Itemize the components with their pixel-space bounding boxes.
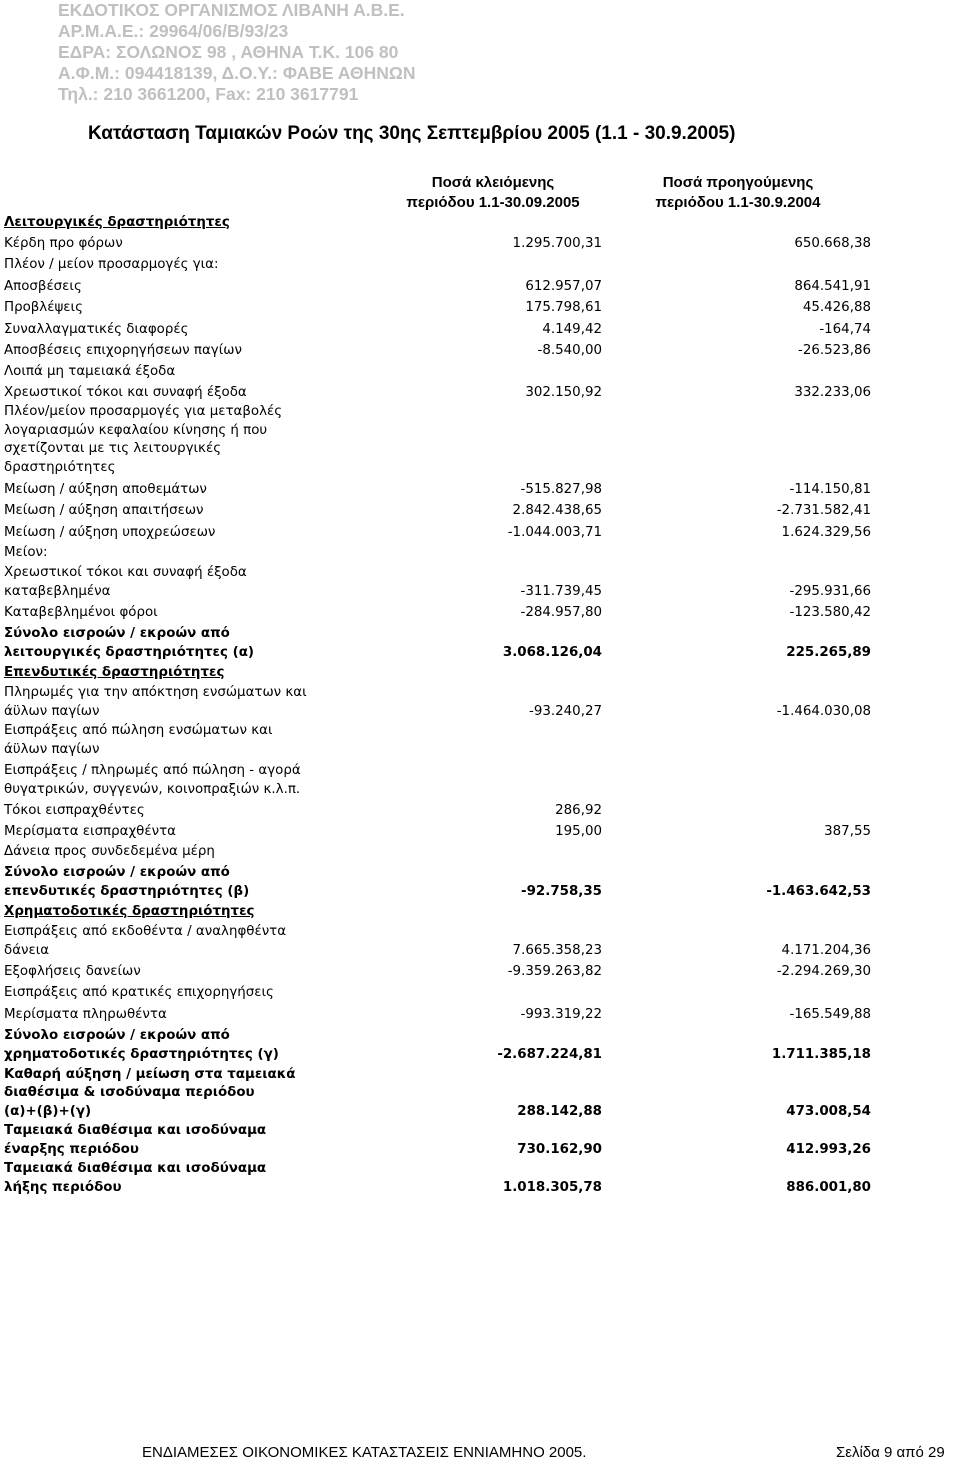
value-current-period: -9.359.263,82 [507,963,602,979]
value-previous-period: 1.624.329,56 [781,524,871,540]
table-row [0,477,960,499]
row-label-line: σχετίζονται με τις λειτουργικές [4,441,222,456]
table-row [0,1002,960,1024]
row-label [4,403,284,477]
row-label-line: Καθαρή αύξηση / μείωση στα ταμειακά [4,1066,296,1082]
value-current-period: 612.957,07 [525,278,602,294]
table-row [0,981,960,1002]
row-label [4,214,284,233]
value-current-period: 288.142,88 [517,1103,602,1119]
table-row [0,721,960,759]
table-row [0,232,960,253]
cash-flow-table [0,212,960,1197]
value-current-period: -93.240,27 [529,703,602,719]
row-label [4,256,284,275]
row-label-line: Λειτουργικές δραστηριότητες [4,214,230,230]
column-header-previous-line1: Ποσά προηγούμενης [662,174,814,191]
table-row [0,562,960,601]
value-previous-period: 45.426,88 [802,299,871,315]
table-row [0,360,960,381]
value-previous-period: 412.993,26 [786,1141,871,1157]
table-row [0,861,960,901]
table-row [0,339,960,360]
row-label [4,321,284,340]
row-label [4,843,284,862]
value-current-period: -8.540,00 [537,342,602,358]
table-row [0,542,960,562]
value-previous-period: 1.711.385,18 [771,1046,871,1062]
table-row [0,1024,960,1064]
table-row [0,520,960,542]
row-label [4,903,284,922]
table-row [0,1064,960,1121]
value-current-period: 1.295.700,31 [512,235,602,251]
table-row [0,381,960,402]
row-label-line: Μείωση / αύξηση αποθεμάτων [4,481,207,497]
value-previous-period: 473.008,54 [786,1103,871,1119]
row-label-line: θυγατρικών, συγγενών, κοινοπραξιών κ.λ.π. [4,781,301,797]
row-label-line: Εισπράξεις από κρατικές επιχορηγήσεις [4,984,274,1000]
row-label-line: Χρεωστικοί τόκοι και συναφή έξοδα [4,565,247,580]
row-label-line: δάνεια [4,942,50,958]
table-row [0,317,960,339]
table-row [0,1159,960,1197]
row-label-line: καταβεβλημένα [4,583,111,599]
value-previous-period: -26.523,86 [798,342,871,358]
row-label-line: Πλέον / μείον προσαρμογές για: [4,256,219,272]
value-previous-period: 387,55 [824,823,871,839]
row-label [4,524,284,543]
column-header-current-line1: Ποσά κλειόμενης [431,174,555,191]
company-registration: ΑΡ.Μ.Α.Ε.: 29964/06/Β/93/23 [58,21,289,41]
row-label-line: Μείωση / αύξηση απαιτήσεων [4,502,204,518]
table-row [0,901,960,921]
value-current-period: -2.687.224,81 [497,1046,602,1062]
row-label [4,278,284,297]
value-previous-period: -2.294.269,30 [776,963,871,979]
row-label [4,1160,284,1197]
row-label-line: Μείον: [4,544,48,560]
row-label-line: Εξοφλήσεις δανείων [4,963,141,979]
row-label [4,984,284,1003]
page-title: Κατάσταση Ταμιακών Ροών της 30ης Σεπτεμβρίου 2005 (1.1 - 30.9.2005) [88,123,736,144]
row-label [4,481,284,500]
row-label [4,1006,284,1025]
value-previous-period: -295.931,66 [789,583,871,599]
table-row [0,682,960,721]
row-label-line: Ταμειακά διαθέσιμα και ισοδύναμα [4,1123,267,1138]
row-label-line: Ταμειακά διαθέσιμα και ισοδύναμα [4,1161,267,1176]
table-row [0,759,960,799]
row-label-line: Μερίσματα εισπραχθέντα [4,823,176,839]
row-label [4,604,284,623]
value-previous-period: 864.541,91 [794,278,871,294]
value-current-period: 302.150,92 [525,384,602,400]
row-label [4,762,301,799]
row-label-line: άϋλων παγίων [4,703,100,719]
column-header-current-line2: περιόδου 1.1-30.09.2005 [406,194,580,211]
row-label [4,1027,284,1064]
row-label-line: Προβλέψεις [4,299,83,315]
value-previous-period: -165.549,88 [789,1006,871,1022]
row-label [4,1066,296,1122]
table-row [0,622,960,662]
value-previous-period: -164,74 [819,321,871,337]
table-row [0,960,960,981]
row-label-line: Εισπράξεις / πληρωμές από πώληση - αγορά [4,763,301,778]
table-row [0,274,960,296]
footer-page-number: Σελίδα 9 από 29 [836,1444,945,1461]
row-label-line: λειτουργικές δραστηριότητες (α) [4,644,255,660]
value-previous-period: 650.668,38 [794,235,871,251]
value-current-period: -515.827,98 [520,481,602,497]
company-header [58,0,698,105]
company-contact: Τηλ.: 210 3661200, Fax: 210 3617791 [58,84,359,104]
value-previous-period: -123.580,42 [789,604,871,620]
row-label-line: λογαριασμών κεφαλαίου κίνησης ή που [4,422,268,438]
table-row [0,601,960,622]
table-row [0,402,960,477]
table-row [0,662,960,682]
value-current-period: 1.018.305,78 [502,1179,602,1195]
column-header-current [393,173,593,213]
row-label-line: Αποσβέσεις [4,278,82,294]
row-label-line: Καταβεβλημένοι φόροι [4,604,158,620]
value-previous-period: -1.463.642,53 [766,883,871,899]
row-label-line: Σύνολο εισροών / εκροών από [4,626,230,641]
table-row [0,1121,960,1159]
value-current-period: 4.149,42 [542,321,602,337]
row-label-line: Κέρδη προ φόρων [4,235,123,251]
value-previous-period: 4.171.204,36 [781,942,871,958]
value-current-period: -993.319,22 [520,1006,602,1022]
row-label-line: χρηματοδοτικές δραστηριότητες (γ) [4,1046,279,1062]
row-label [4,235,284,254]
row-label-line: Πλέον/μείον προσαρμογές για μεταβολές [4,404,283,419]
row-label [4,664,284,683]
row-label [4,363,284,382]
row-label-line: έναρξης περιόδου [4,1141,139,1157]
row-label [4,384,284,403]
footer-report-title: ΕΝΔΙΑΜΕΣΕΣ ΟΙΚΟΝΟΜΙΚΕΣ ΚΑΤΑΣΤΑΣΕΙΣ ΕΝΝΙΑΜΗΝΟ 2005. [142,1444,587,1461]
table-row [0,820,960,841]
value-current-period: 175.798,61 [525,299,602,315]
row-label [4,625,284,662]
row-label [4,923,287,960]
value-current-period: 7.665.358,23 [512,942,602,958]
table-row [0,841,960,861]
company-name: ΕΚΔΟΤΙΚΟΣ ΟΡΓΑΝΙΣΜΟΣ ΛΙΒΑΝΗ Α.Β.Ε. [58,0,405,20]
row-label-line: επενδυτικές δραστηριότητες (β) [4,883,250,899]
value-current-period: -1.044.003,71 [507,524,602,540]
row-label-line: δραστηριότητες [4,459,116,475]
row-label-line: Χρεωστικοί τόκοι και συναφή έξοδα [4,384,247,400]
value-current-period: 3.068.126,04 [502,644,602,660]
row-label-line: Επενδυτικές δραστηριότητες [4,664,225,680]
row-label-line: Λοιπά μη ταμειακά έξοδα [4,363,176,379]
row-label [4,1122,284,1159]
row-label-line: Σύνολο εισροών / εκροών από [4,865,230,880]
row-label [4,864,284,901]
value-current-period: -284.957,80 [520,604,602,620]
row-label-line: Μείωση / αύξηση υποχρεώσεων [4,524,216,540]
table-row [0,296,960,317]
row-label [4,802,284,821]
row-label [4,564,284,601]
value-previous-period: 886.001,80 [786,1179,871,1195]
row-label-line: λήξης περιόδου [4,1179,122,1195]
row-label [4,722,284,759]
value-previous-period: -2.731.582,41 [776,502,871,518]
value-current-period: 2.842.438,65 [512,502,602,518]
row-label-line: Αποσβέσεις επιχορηγήσεων παγίων [4,342,242,358]
row-label [4,823,284,842]
value-current-period: 286,92 [555,802,602,818]
value-previous-period: -114.150,81 [789,481,871,497]
value-current-period: 195,00 [555,823,602,839]
row-label-line: Συναλλαγματικές διαφορές [4,321,189,337]
row-label-line: Πληρωμές για την απόκτηση ενσώματων και [4,685,307,700]
table-row [0,921,960,960]
column-header-previous [638,173,838,213]
value-previous-period: 332.233,06 [794,384,871,400]
company-address: ΕΔΡΑ: ΣΟΛΩΝΟΣ 98 , ΑΘΗΝΑ Τ.Κ. 106 80 [58,42,399,62]
row-label-line: άϋλων παγίων [4,741,100,757]
row-label-line: Μερίσματα πληρωθέντα [4,1006,167,1022]
row-label-line: Εισπράξεις από εκδοθέντα / αναληφθέντα [4,924,287,939]
row-label-line: Σύνολο εισροών / εκροών από [4,1028,230,1043]
table-row [0,799,960,820]
value-current-period: 730.162,90 [517,1141,602,1157]
value-current-period: -311.739,45 [520,583,602,599]
value-current-period: -92.758,35 [521,883,602,899]
value-previous-period: -1.464.030,08 [776,703,871,719]
company-tax-id: Α.Φ.Μ.: 094418139, Δ.Ο.Υ.: ΦΑΒΕ ΑΘΗΝΩΝ [58,63,416,83]
table-row [0,212,960,232]
row-label [4,544,284,563]
row-label-line: Εισπράξεις από πώληση ενσώματων και [4,723,273,738]
row-label-line: Δάνεια προς συνδεδεμένα μέρη [4,843,215,859]
column-header-previous-line2: περιόδου 1.1-30.9.2004 [655,194,821,211]
row-label-line: (α)+(β)+(γ) [4,1103,92,1119]
row-label [4,963,284,982]
row-label [4,299,284,318]
row-label [4,342,284,361]
table-row [0,253,960,274]
row-label-line: διαθέσιμα & ισοδύναμα περιόδου [4,1085,255,1100]
value-previous-period: 225.265,89 [786,644,871,660]
row-label [4,502,284,521]
row-label-line: Τόκοι εισπραχθέντες [4,802,145,818]
row-label-line: Χρηματοδοτικές δραστηριότητες [4,903,255,919]
row-label [4,684,307,721]
table-row [0,499,960,520]
